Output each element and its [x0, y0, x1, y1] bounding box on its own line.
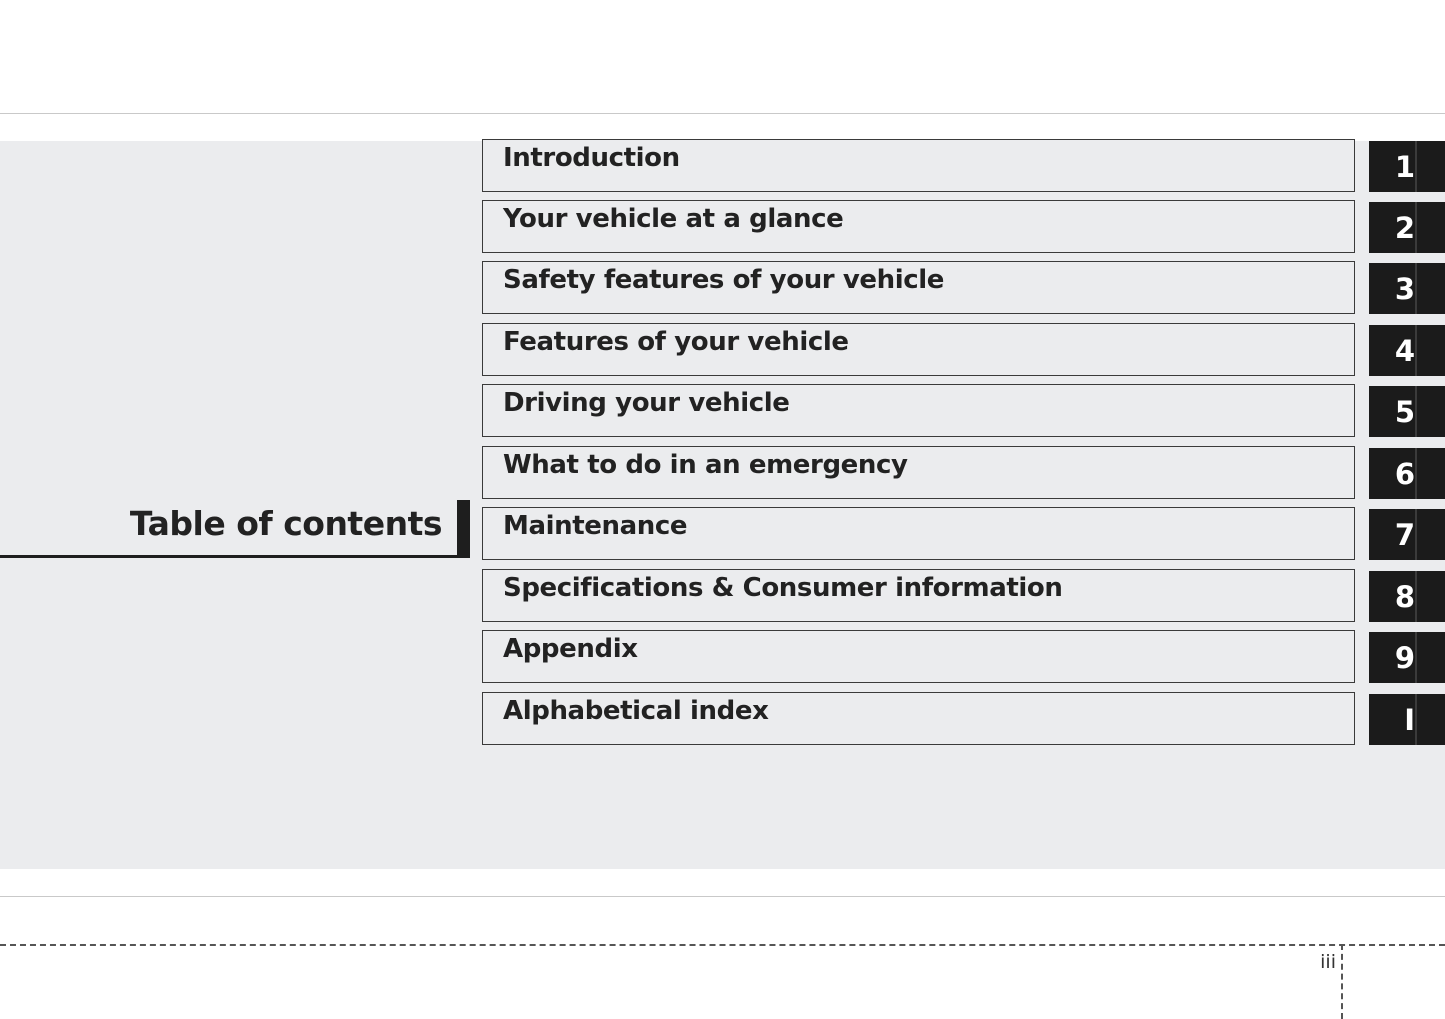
toc-entry-maintenance[interactable]: [482, 507, 1445, 562]
toc-entry-driving[interactable]: [482, 384, 1445, 439]
toc-entry-alphabetical-index[interactable]: [482, 692, 1445, 747]
toc-entry-label[interactable]: Alphabetical index: [503, 696, 769, 726]
tab-edge: [1415, 571, 1417, 622]
bottom-rule: [0, 896, 1445, 897]
chapter-tab-number: 6: [1394, 457, 1415, 491]
chapter-tab[interactable]: [1369, 632, 1445, 683]
tab-edge: [1415, 202, 1417, 253]
chapter-tab[interactable]: [1369, 571, 1445, 622]
tab-edge: [1415, 386, 1417, 437]
tab-edge: [1415, 141, 1417, 192]
chapter-tab-number: 2: [1394, 211, 1415, 245]
tab-edge: [1415, 632, 1417, 683]
toc-entry-label[interactable]: Appendix: [503, 634, 638, 664]
page-number: iii: [1320, 951, 1336, 973]
tab-edge: [1415, 509, 1417, 560]
cut-line-horizontal: [0, 944, 1445, 946]
chapter-tab-number: 7: [1394, 518, 1415, 552]
toc-entry-label[interactable]: Specifications & Consumer information: [503, 573, 1063, 603]
title-marker-bar: [457, 500, 470, 558]
chapter-tab[interactable]: [1369, 694, 1445, 745]
toc-entry-introduction[interactable]: [482, 139, 1445, 194]
top-rule: [0, 113, 1445, 114]
tab-edge: [1415, 325, 1417, 376]
chapter-tab-number: 8: [1394, 580, 1415, 614]
chapter-tab[interactable]: [1369, 448, 1445, 499]
toc-entry-label[interactable]: Maintenance: [503, 511, 688, 541]
chapter-tab-number: 3: [1394, 272, 1415, 306]
toc-entry-appendix[interactable]: [482, 630, 1445, 685]
cut-line-vertical: [1341, 944, 1343, 1019]
page-title: Table of contents: [129, 504, 442, 543]
chapter-tab-number: 5: [1394, 395, 1415, 429]
toc-entry-features[interactable]: [482, 323, 1445, 378]
chapter-tab[interactable]: [1369, 325, 1445, 376]
chapter-tab[interactable]: [1369, 386, 1445, 437]
toc-entry-vehicle-at-a-glance[interactable]: [482, 200, 1445, 255]
toc-entry-label[interactable]: Safety features of your vehicle: [503, 265, 945, 295]
toc-entry-label[interactable]: Introduction: [503, 143, 680, 173]
toc-heading: [0, 498, 470, 558]
toc-entry-label[interactable]: What to do in an emergency: [503, 450, 908, 480]
chapter-tab-number: 1: [1394, 150, 1415, 184]
toc-entry-specifications[interactable]: [482, 569, 1445, 624]
toc-entry-label[interactable]: Features of your vehicle: [503, 327, 849, 357]
chapter-tab-number: 9: [1394, 641, 1415, 675]
chapter-tab[interactable]: [1369, 202, 1445, 253]
toc-entry-label[interactable]: Your vehicle at a glance: [503, 204, 844, 234]
chapter-tab-number: 4: [1394, 334, 1415, 368]
chapter-tab[interactable]: [1369, 263, 1445, 314]
toc-entry-emergency[interactable]: [482, 446, 1445, 501]
tab-edge: [1415, 694, 1417, 745]
tab-edge: [1415, 263, 1417, 314]
chapter-tab-number: I: [1404, 703, 1415, 737]
toc-entry-safety-features[interactable]: [482, 261, 1445, 316]
title-underline: [0, 555, 470, 558]
toc-entry-label[interactable]: Driving your vehicle: [503, 388, 790, 418]
tab-edge: [1415, 448, 1417, 499]
chapter-tab[interactable]: [1369, 141, 1445, 192]
chapter-tab[interactable]: [1369, 509, 1445, 560]
